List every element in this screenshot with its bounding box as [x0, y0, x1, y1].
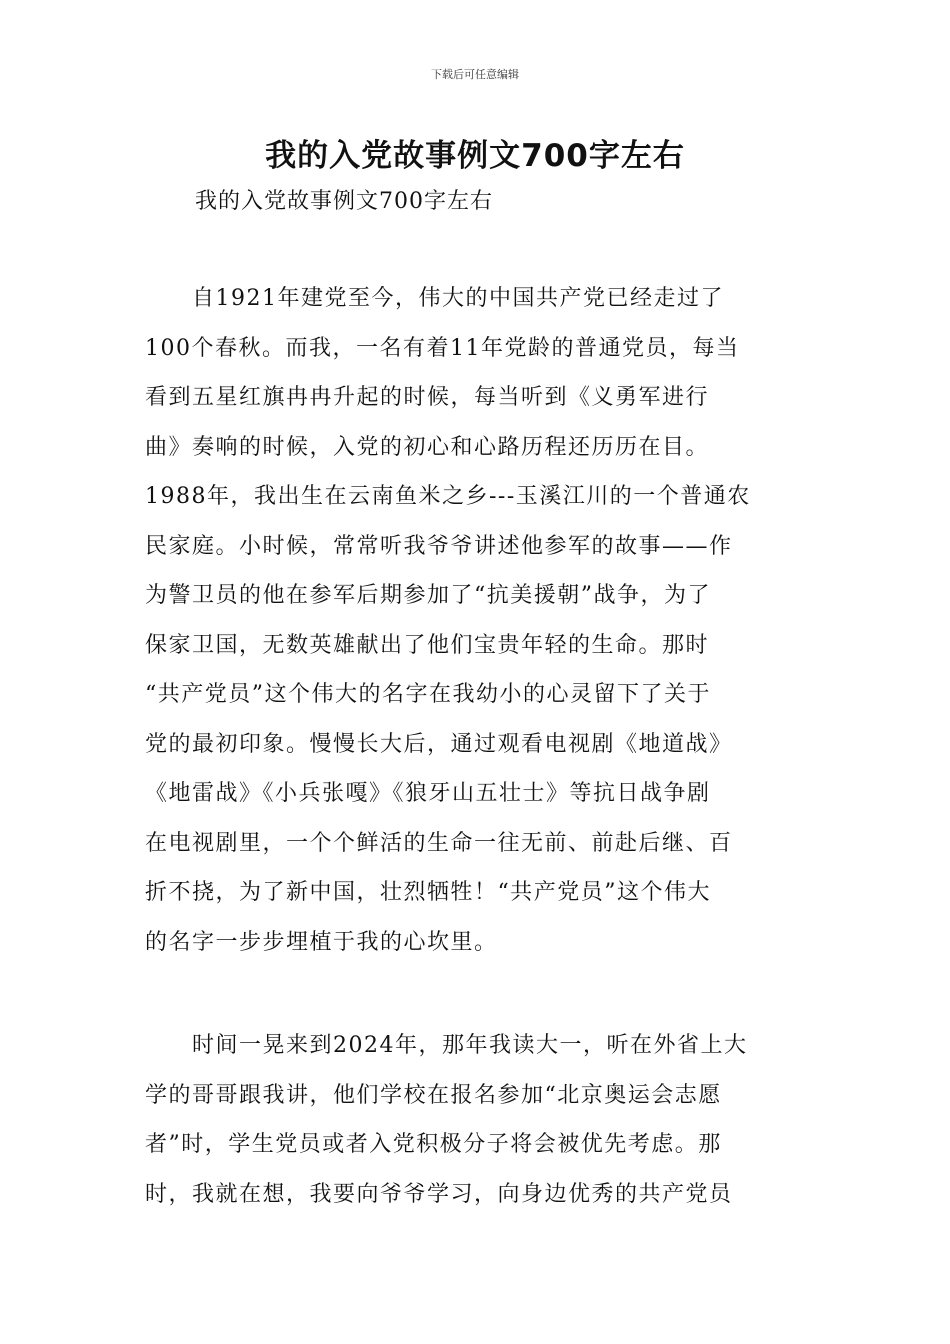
paragraph-line: 民家庭。小时候，常常听我爷爷讲述他参军的故事——作 [145, 534, 733, 559]
paragraph-line: 曲》奏响的时候，入党的初心和心路历程还历历在目。 [145, 435, 710, 460]
header-note: 下载后可任意编辑 [431, 68, 519, 81]
paragraph-line: 在电视剧里，一个个鲜活的生命一往无前、前赴后继、百 [145, 831, 733, 856]
paragraph-line: 自1921年建党至今，伟大的中国共产党已经走过了 [145, 286, 724, 311]
paragraph-line: 《地雷战》《小兵张嘎》《狼牙山五壮士》等抗日战争剧 [145, 781, 711, 806]
paragraph-line: 保家卫国，无数英雄献出了他们宝贵年轻的生命。那时 [145, 633, 710, 658]
paragraph-line: 为警卫员的他在参军后期参加了“抗美援朝”战争，为了 [145, 583, 711, 608]
paragraph-line: “共产党员”这个伟大的名字在我幼小的心灵留下了关于 [145, 682, 711, 707]
paragraph-line: 折不挠，为了新中国，壮烈牺牲！“共产党员”这个伟大 [145, 880, 711, 905]
paragraph-line: 者”时，学生党员或者入党积极分子将会被优先考虑。那 [145, 1132, 722, 1157]
paragraph-line: 时，我就在想，我要向爷爷学习，向身边优秀的共产党员 [145, 1182, 733, 1207]
paragraph-line: 100个春秋。而我，一名有着11年党龄的普通党员，每当 [145, 336, 740, 361]
paragraph-line: 时间一晃来到2024年，那年我读大一，听在外省上大 [145, 1033, 748, 1058]
document-subtitle: 我的入党故事例文700字左右 [195, 189, 493, 214]
document-title: 我的入党故事例文700字左右 [265, 138, 685, 174]
paragraph-line: 的名字一步步埋植于我的心坎里。 [145, 930, 498, 955]
paragraph-line: 党的最初印象。慢慢长大后，通过观看电视剧《地道战》 [145, 732, 733, 757]
paragraph-line: 1988年，我出生在云南鱼米之乡---玉溪江川的一个普通农 [145, 484, 751, 509]
paragraph-line: 看到五星红旗冉冉升起的时候，每当听到《义勇军进行 [145, 385, 710, 410]
paragraph-line: 学的哥哥跟我讲，他们学校在报名参加“北京奥运会志愿 [145, 1083, 722, 1108]
